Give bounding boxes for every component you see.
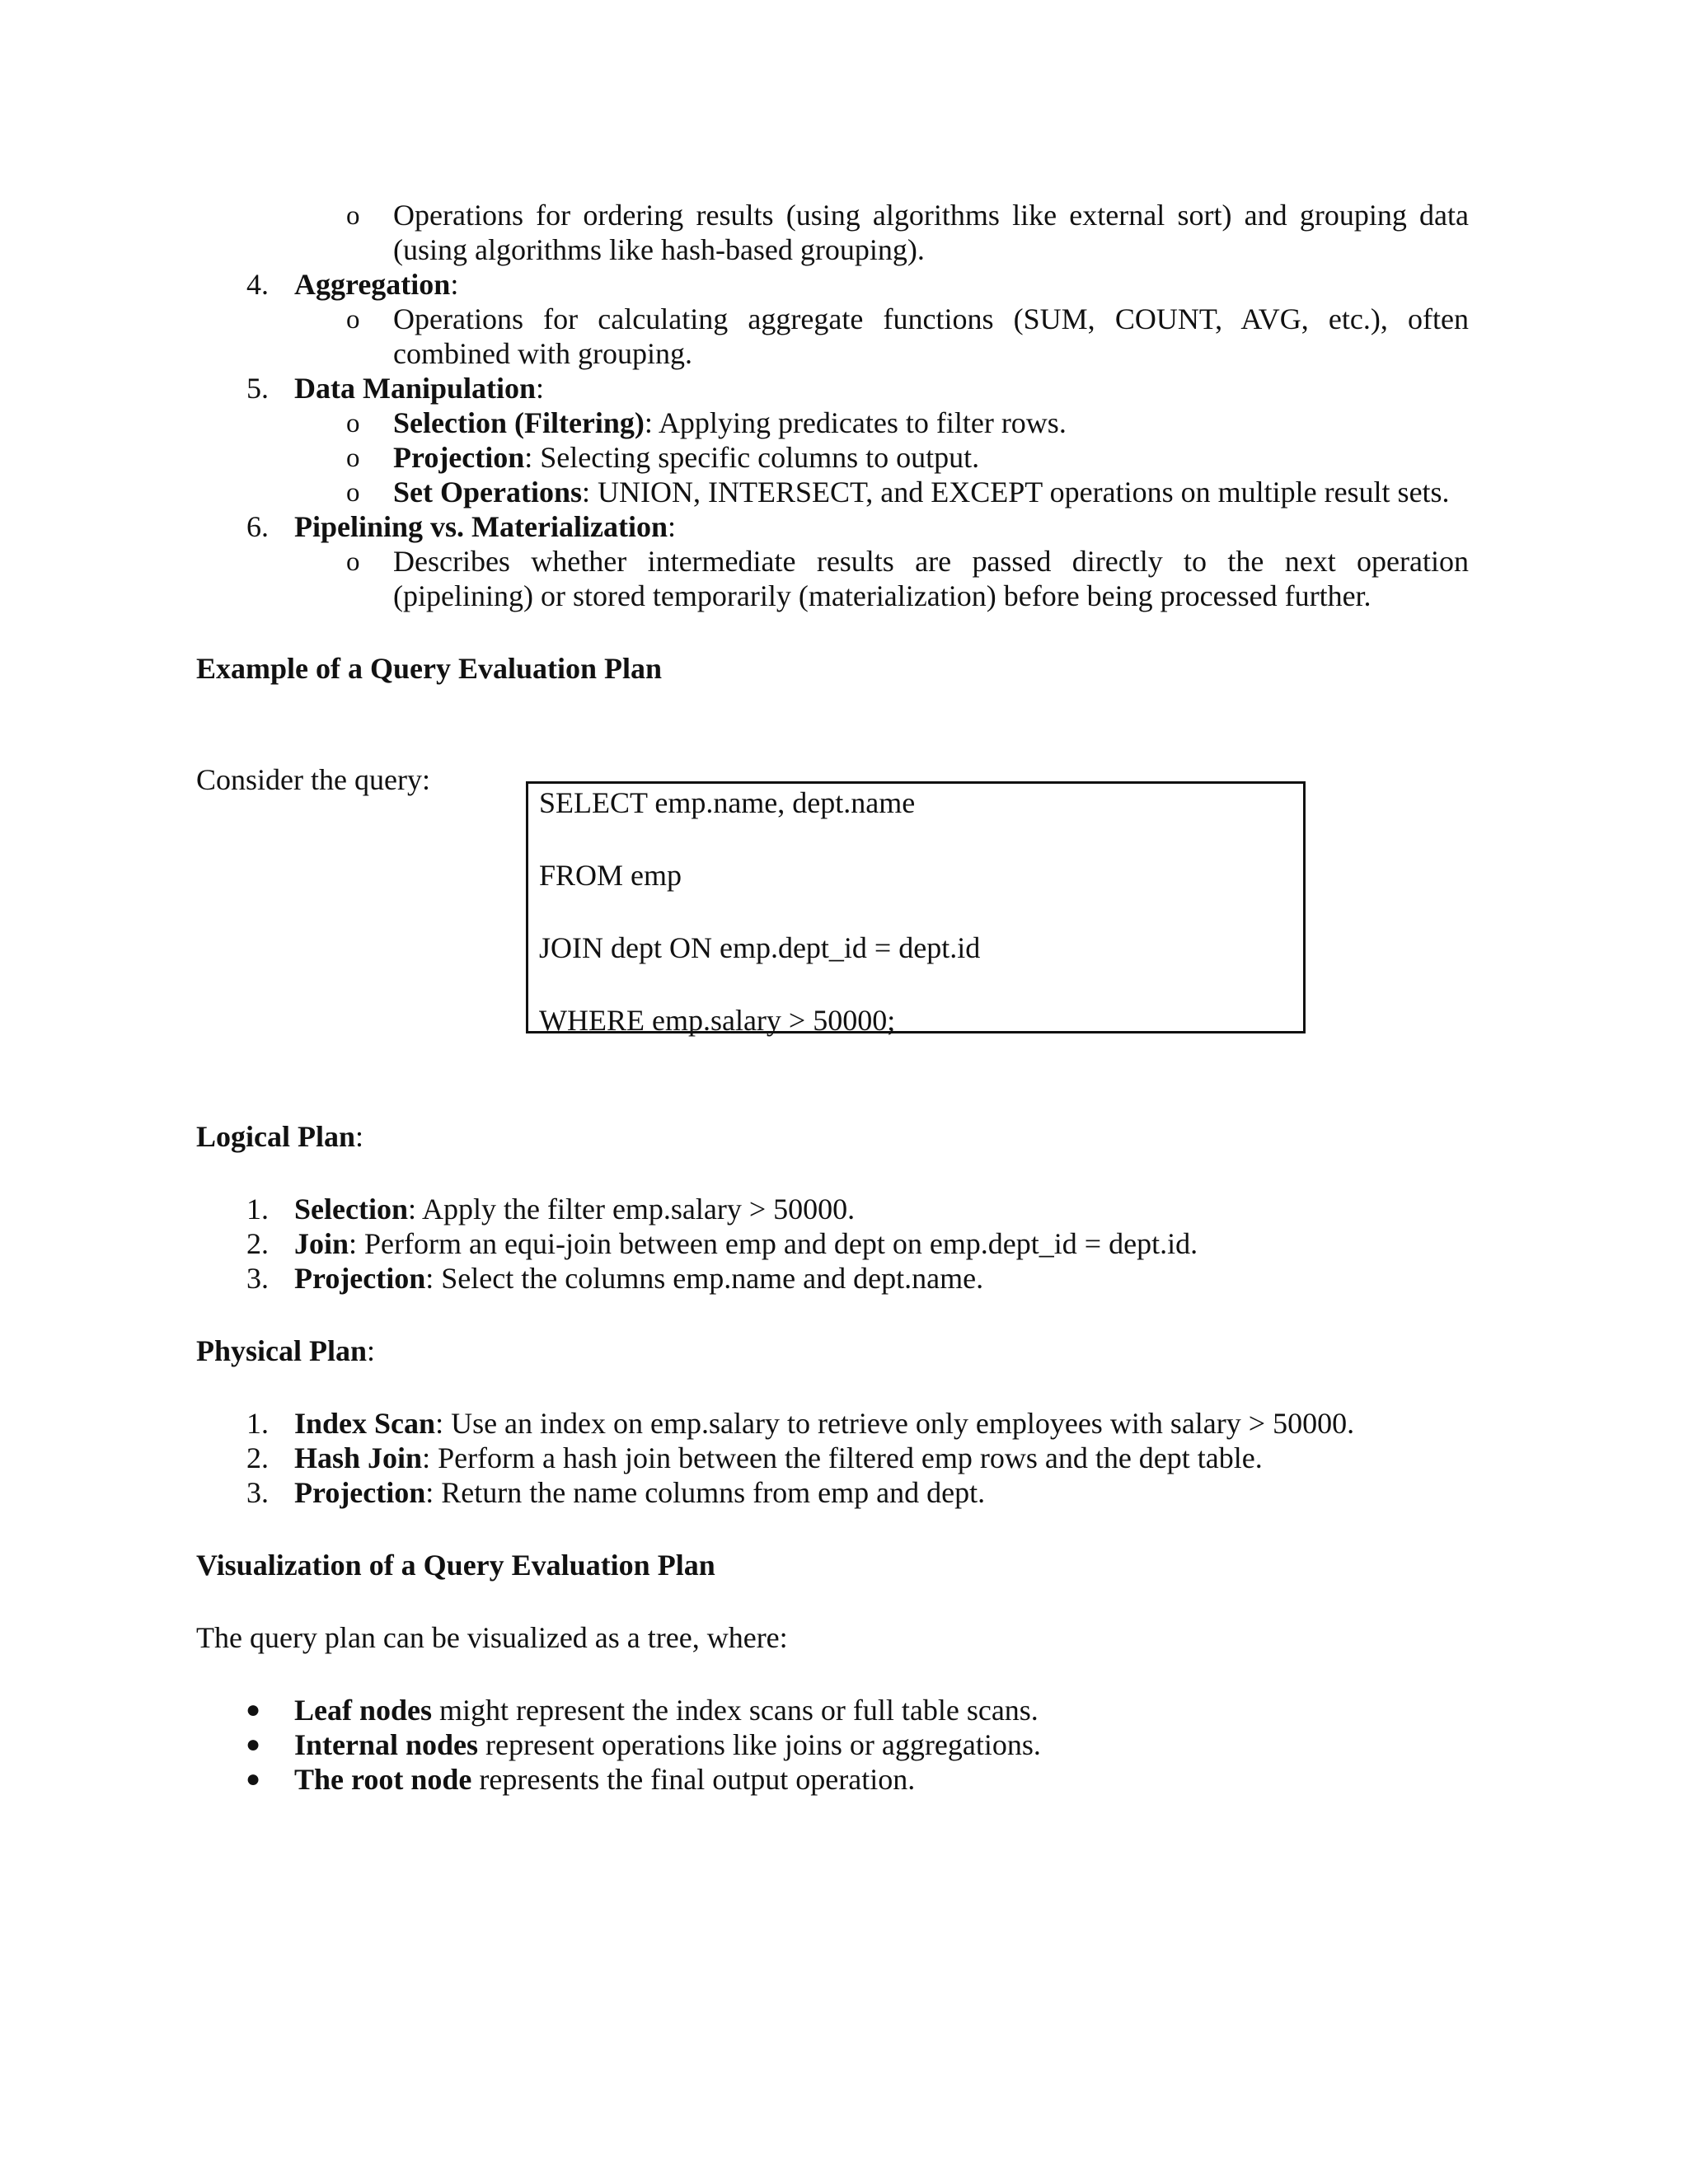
list-item-term: Projection [294, 1476, 426, 1509]
query-intro: Consider the query: [196, 763, 430, 796]
list-item-term: Projection [393, 441, 525, 474]
bullet-dot: ● [246, 1696, 261, 1723]
logical-plan-heading: Logical Plan [196, 1120, 356, 1153]
list-item-text: represents the final output operation. [471, 1763, 916, 1796]
paragraph: The query plan can be visualized as a tree, where: [196, 1621, 788, 1654]
list-number: 3. [246, 1262, 269, 1295]
list-item-text: combined with grouping. [393, 337, 692, 370]
list-item-text: Operations for calculating aggregate functions (SUM, COUNT, AVG, etc.), often [393, 302, 1469, 335]
list-number: 4. [246, 268, 269, 301]
list-item [294, 509, 676, 544]
section-heading: Example of a Query Evaluation Plan [196, 652, 663, 685]
list-item-term: Join [294, 1227, 349, 1260]
list-item-term: Hash Join [294, 1441, 423, 1474]
list-item-title: Pipelining vs. Materialization [294, 510, 668, 543]
list-item [294, 1475, 985, 1510]
list-bullet: o [346, 305, 360, 335]
list-item-term: Selection (Filtering) [393, 406, 645, 439]
query-line: WHERE emp.salary > 50000; [539, 1004, 896, 1037]
list-item [393, 405, 1067, 440]
list-number: 5. [246, 372, 269, 405]
bullet-dot: ● [246, 1765, 261, 1793]
list-item [294, 267, 458, 302]
section-heading [196, 1333, 375, 1368]
list-item-text: : Selecting specific columns to output. [524, 441, 980, 474]
physical-plan-heading: Physical Plan [196, 1334, 368, 1367]
list-bullet: o [346, 547, 360, 577]
heading-colon: : [367, 1334, 376, 1367]
section-heading [196, 1119, 363, 1154]
list-item-term: Projection [294, 1262, 426, 1295]
list-item-text: : Perform a hash join between the filtered emp rows and the dept table. [422, 1441, 1263, 1474]
list-item-text: might represent the index scans or full table scans. [432, 1694, 1039, 1727]
list-item [294, 1727, 1041, 1762]
list-item-text: represent operations like joins or aggregations. [478, 1728, 1041, 1761]
list-number: 2. [246, 1441, 269, 1474]
list-bullet: o [346, 478, 360, 508]
list-number: 2. [246, 1227, 269, 1260]
list-item [294, 1762, 915, 1797]
list-item-text: : UNION, INTERSECT, and EXCEPT operations on multiple result sets. [582, 476, 1450, 509]
list-item [393, 475, 1450, 509]
list-bullet: o [346, 443, 360, 473]
list-number: 3. [246, 1476, 269, 1509]
list-item-colon: : [450, 268, 459, 301]
list-bullet: o [346, 201, 360, 231]
list-item-term: Index Scan [294, 1407, 436, 1440]
list-item-colon: : [667, 510, 676, 543]
list-item [294, 1406, 1354, 1441]
list-item-text: : Select the columns emp.name and dept.name. [425, 1262, 984, 1295]
list-item [294, 1226, 1198, 1261]
list-number: 1. [246, 1407, 269, 1440]
list-item-term: Internal nodes [294, 1728, 479, 1761]
list-item-text: : Return the name columns from emp and dept. [425, 1476, 986, 1509]
query-line: SELECT emp.name, dept.name [539, 786, 916, 819]
bullet-dot: ● [246, 1731, 261, 1758]
query-line: JOIN dept ON emp.dept_id = dept.id [539, 931, 981, 964]
list-item-term: The root node [294, 1763, 472, 1796]
section-heading: Visualization of a Query Evaluation Plan [196, 1549, 715, 1582]
list-item [393, 440, 979, 475]
list-item [294, 1261, 983, 1296]
heading-colon: : [355, 1120, 364, 1153]
list-item-text: : Perform an equi-join between emp and dept on emp.dept_id = dept.id. [349, 1227, 1198, 1260]
list-item-text: (pipelining) or stored temporarily (materialization) before being processed further. [393, 579, 1372, 612]
list-item-colon: : [536, 372, 545, 405]
list-item-text: Operations for ordering results (using algorithms like external sort) and grouping data [393, 199, 1469, 232]
list-number: 6. [246, 510, 269, 543]
list-item-text: : Apply the filter emp.salary > 50000. [407, 1193, 856, 1226]
list-item-title: Data Manipulation [294, 372, 537, 405]
list-item-text: Describes whether intermediate results are passed directly to the next operation [393, 545, 1469, 578]
list-item-term: Leaf nodes [294, 1694, 433, 1727]
list-item [294, 371, 544, 405]
list-item [294, 1192, 855, 1226]
list-item-term: Set Operations [393, 476, 582, 509]
query-line: FROM emp [539, 859, 682, 892]
list-item [294, 1693, 1039, 1727]
list-bullet: o [346, 409, 360, 438]
list-item [294, 1441, 1263, 1475]
list-item-term: Selection [294, 1193, 408, 1226]
list-item-title: Aggregation [294, 268, 451, 301]
list-item-text: : Applying predicates to filter rows. [644, 406, 1067, 439]
list-number: 1. [246, 1193, 269, 1226]
list-item-text: (using algorithms like hash-based grouping). [393, 233, 925, 266]
list-item-text: : Use an index on emp.salary to retrieve only employees with salary > 50000. [435, 1407, 1355, 1440]
